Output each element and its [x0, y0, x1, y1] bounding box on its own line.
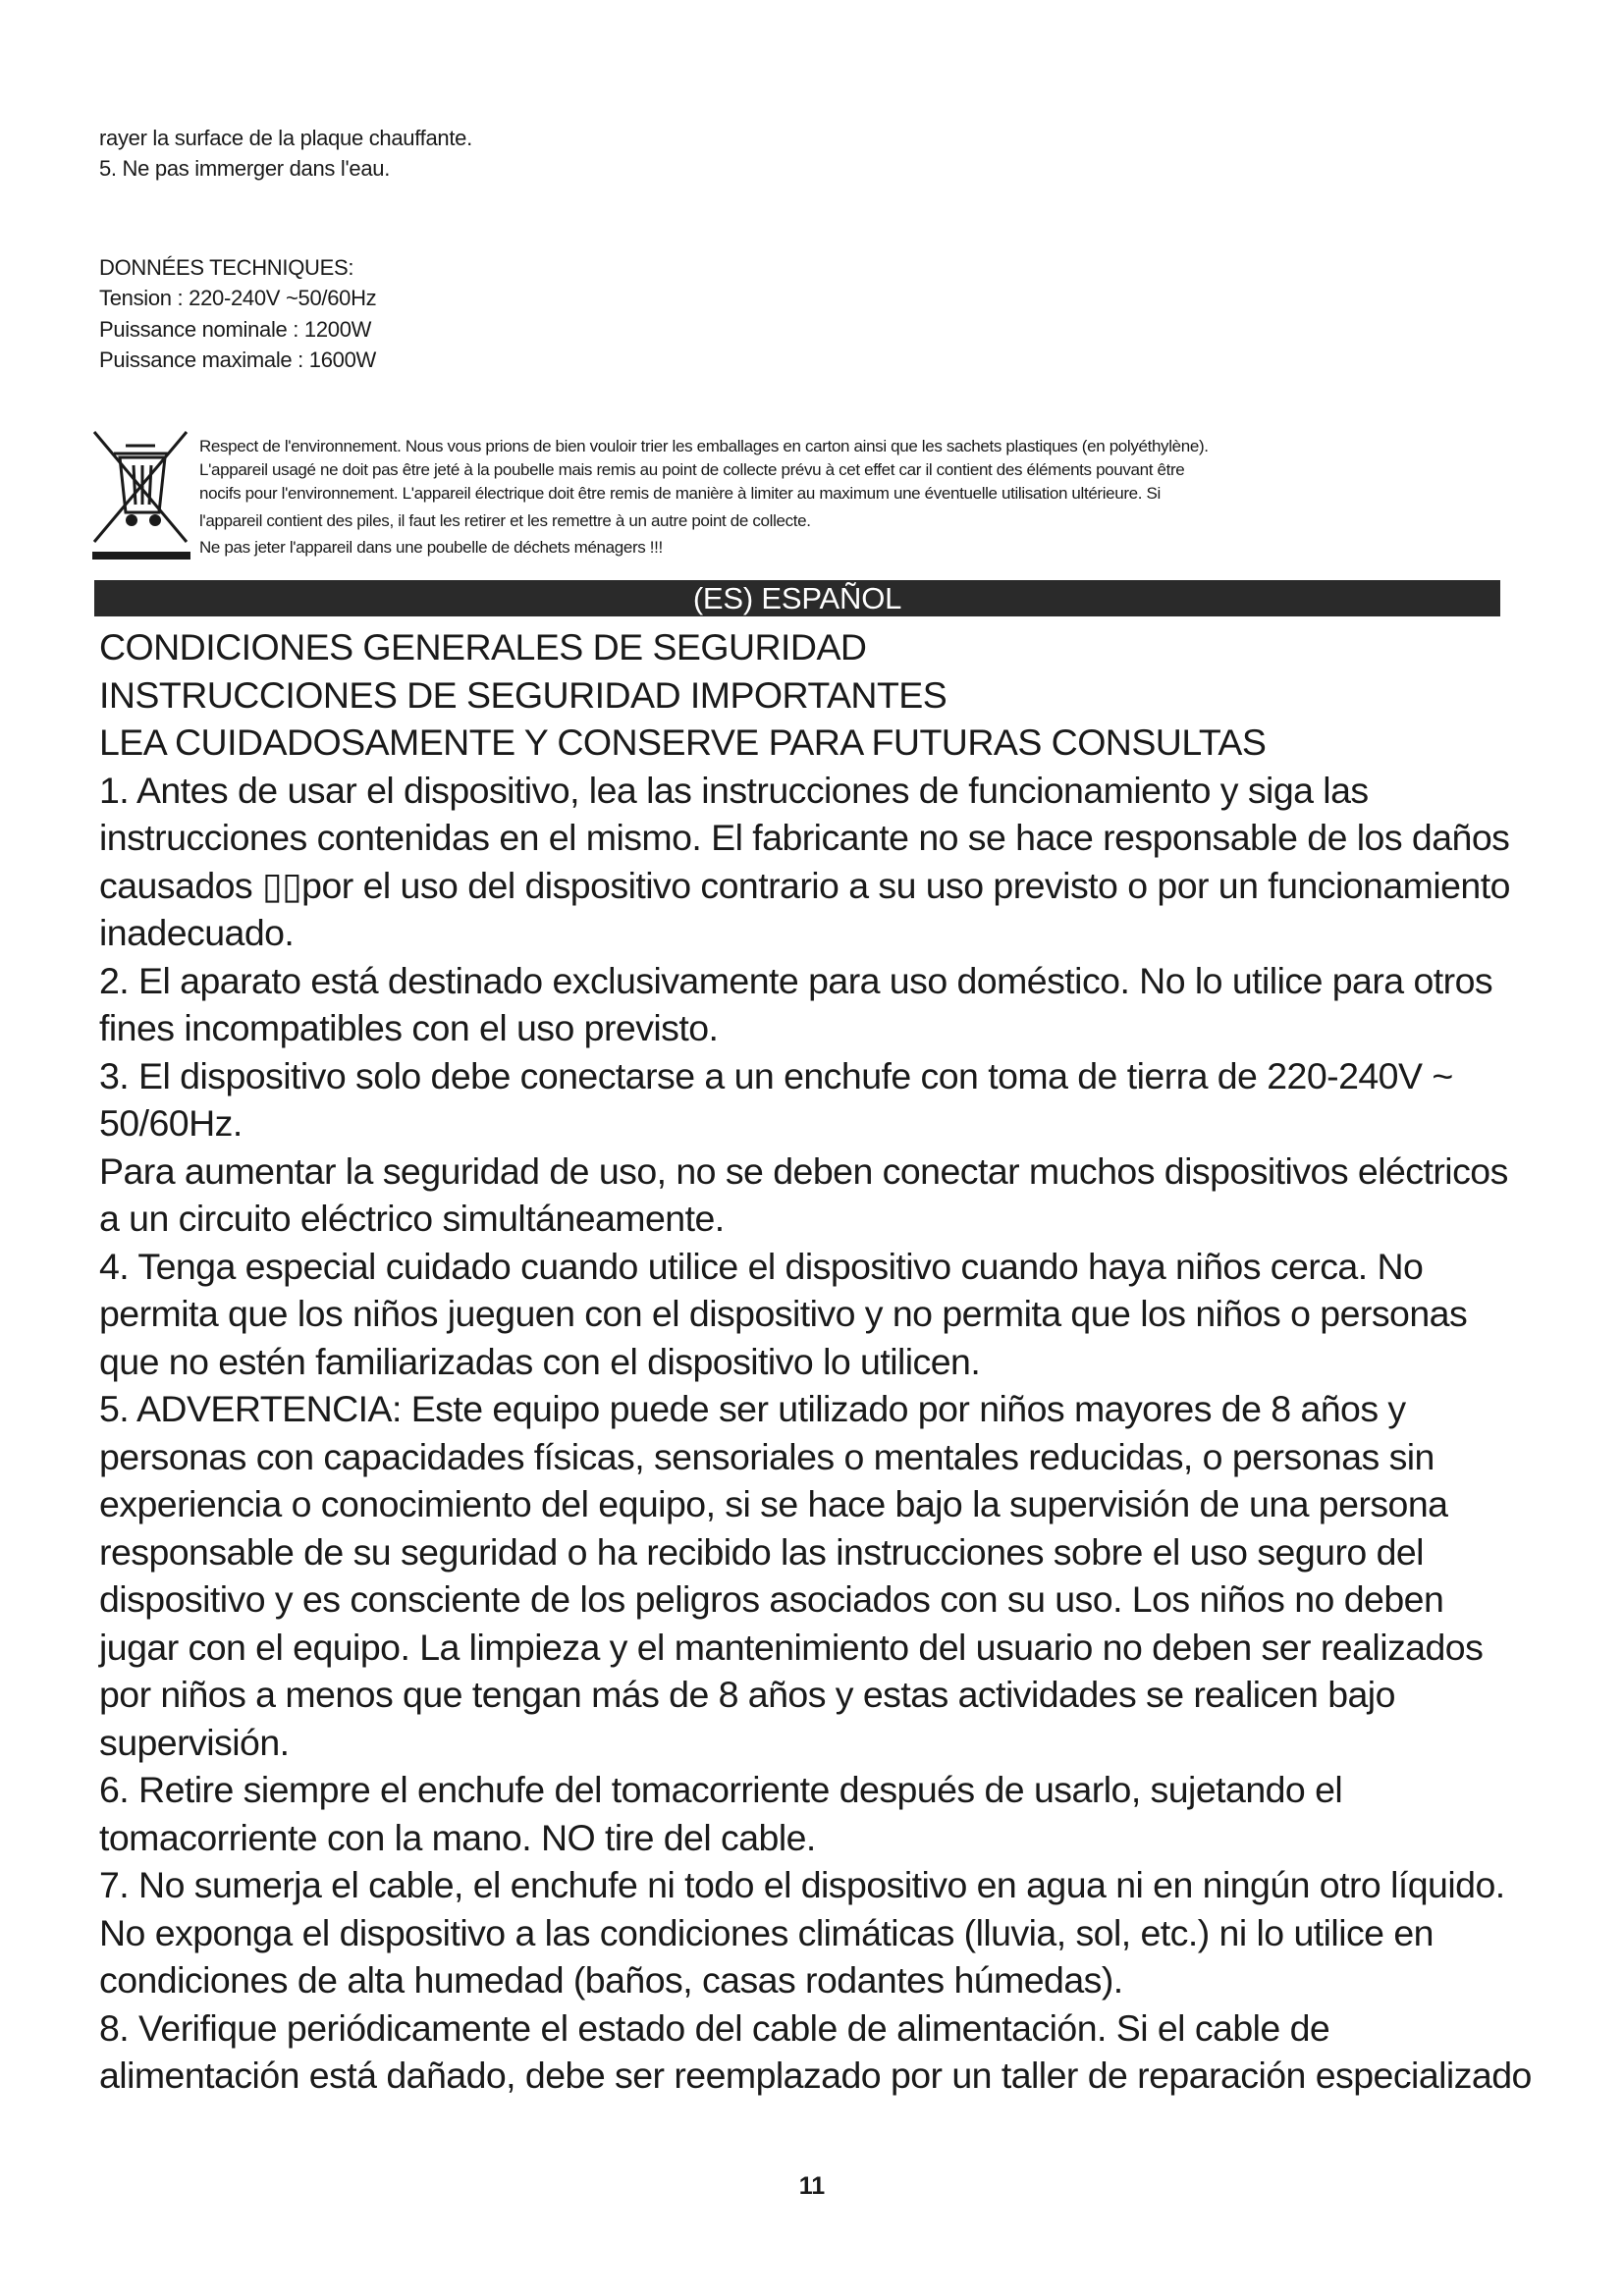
body-line: jugar con el equipo. La limpieza y el mantenimiento del usuario no deben ser realizados	[99, 1627, 1484, 1668]
body-line: 2. El aparato está destinado exclusivamente para uso doméstico. No lo utilice para otros	[99, 960, 1493, 1001]
body-line: condiciones de alta humedad (baños, casas rodantes húmedas).	[99, 1959, 1123, 2001]
environment-notice-line: Respect de l'environnement. Nous vous prions de bien vouloir trier les emballages en carton ainsi que les sachets plastiques (en polyéthylène).	[199, 437, 1209, 455]
heading-line: LEA CUIDADOSAMENTE Y CONSERVE PARA FUTURAS CONSULTAS	[99, 721, 1267, 763]
tech-data-line: Tension : 220-240V ~50/60Hz	[99, 286, 377, 310]
body-line: supervisión.	[99, 1722, 290, 1763]
body-line: por niños a menos que tengan más de 8 años y estas actividades se realicen bajo	[99, 1674, 1395, 1715]
body-line: No exponga el dispositivo a las condiciones climáticas (lluvia, sol, etc.) ni lo utilice en	[99, 1912, 1434, 1953]
body-line: personas con capacidades físicas, sensoriales o mentales reducidas, o personas sin	[99, 1436, 1435, 1477]
heading-line: INSTRUCCIONES DE SEGURIDAD IMPORTANTES	[99, 674, 947, 716]
environment-notice-line: L'appareil usagé ne doit pas être jeté à la poubelle mais remis au point de collecte prévu à cet effet car il contient des éléments pouvant être	[199, 460, 1185, 479]
environment-notice-line: l'appareil contient des piles, il faut les retirer et les remettre à un autre point de collecte.	[199, 511, 811, 530]
body-line: 5. ADVERTENCIA: Este equipo puede ser utilizado por niños mayores de 8 años y	[99, 1388, 1406, 1429]
environment-notice-line: Ne pas jeter l'appareil dans une poubelle de déchets ménagers !!!	[199, 538, 663, 557]
body-line: 3. El dispositivo solo debe conectarse a un enchufe con toma de tierra de 220-240V ~	[99, 1055, 1453, 1096]
body-line: 7. No sumerja el cable, el enchufe ni todo el dispositivo en agua ni en ningún otro líquido.	[99, 1864, 1505, 1905]
heading-line: CONDICIONES GENERALES DE SEGURIDAD	[99, 626, 867, 667]
body-line: 50/60Hz.	[99, 1102, 243, 1144]
body-line: Para aumentar la seguridad de uso, no se deben conectar muchos dispositivos eléctricos	[99, 1150, 1508, 1192]
tech-data-title: DONNÉES TECHNIQUES:	[99, 255, 354, 280]
body-line: tomacorriente con la mano. NO tire del cable.	[99, 1817, 816, 1858]
fr-text-line: 5. Ne pas immerger dans l'eau.	[99, 156, 391, 181]
body-line: 1. Antes de usar el dispositivo, lea las instrucciones de funcionamiento y siga las	[99, 770, 1369, 811]
body-line: instrucciones contenidas en el mismo. El fabricante no se hace responsable de los daños	[99, 817, 1510, 858]
body-line: causados ▯▯por el uso del dispositivo contrario a su uso previsto o por un funcionamiento	[99, 865, 1510, 906]
body-line: permita que los niños jueguen con el dispositivo y no permita que los niños o personas	[99, 1293, 1468, 1334]
body-line: 8. Verifique periódicamente el estado del cable de alimentación. Si el cable de	[99, 2007, 1330, 2049]
body-line: fines incompatibles con el uso previsto.	[99, 1007, 719, 1048]
environment-notice-line: nocifs pour l'environnement. L'appareil électrique doit être remis de manière à limiter au maximum une éventuelle utilisation ultérieure. Si	[199, 484, 1161, 503]
body-line: 6. Retire siempre el enchufe del tomacorriente después de usarlo, sujetando el	[99, 1769, 1343, 1810]
body-line: inadecuado.	[99, 912, 295, 953]
body-line: alimentación está dañado, debe ser reemplazado por un taller de reparación especializado	[99, 2055, 1532, 2096]
body-line: que no estén familiarizadas con el dispositivo lo utilicen.	[99, 1341, 981, 1382]
body-line: dispositivo y es consciente de los peligros asociados con su uso. Los niños no deben	[99, 1578, 1444, 1620]
page-number: 11	[798, 2172, 826, 2200]
crossed-out-wheelie-bin-icon	[86, 424, 194, 561]
body-line: 4. Tenga especial cuidado cuando utilice el dispositivo cuando haya niños cerca. No	[99, 1246, 1424, 1287]
fr-text-line: rayer la surface de la plaque chauffante.	[99, 126, 472, 150]
tech-data-line: Puissance nominale : 1200W	[99, 317, 372, 342]
tech-data-line: Puissance maximale : 1600W	[99, 347, 376, 372]
body-line: responsable de su seguridad o ha recibido las instrucciones sobre el uso seguro del	[99, 1531, 1424, 1573]
body-line: experiencia o conocimiento del equipo, si se hace bajo la supervisión de una persona	[99, 1483, 1448, 1524]
language-section-header: (ES) ESPAÑOL	[94, 580, 1500, 616]
body-line: a un circuito eléctrico simultáneamente.	[99, 1198, 725, 1239]
